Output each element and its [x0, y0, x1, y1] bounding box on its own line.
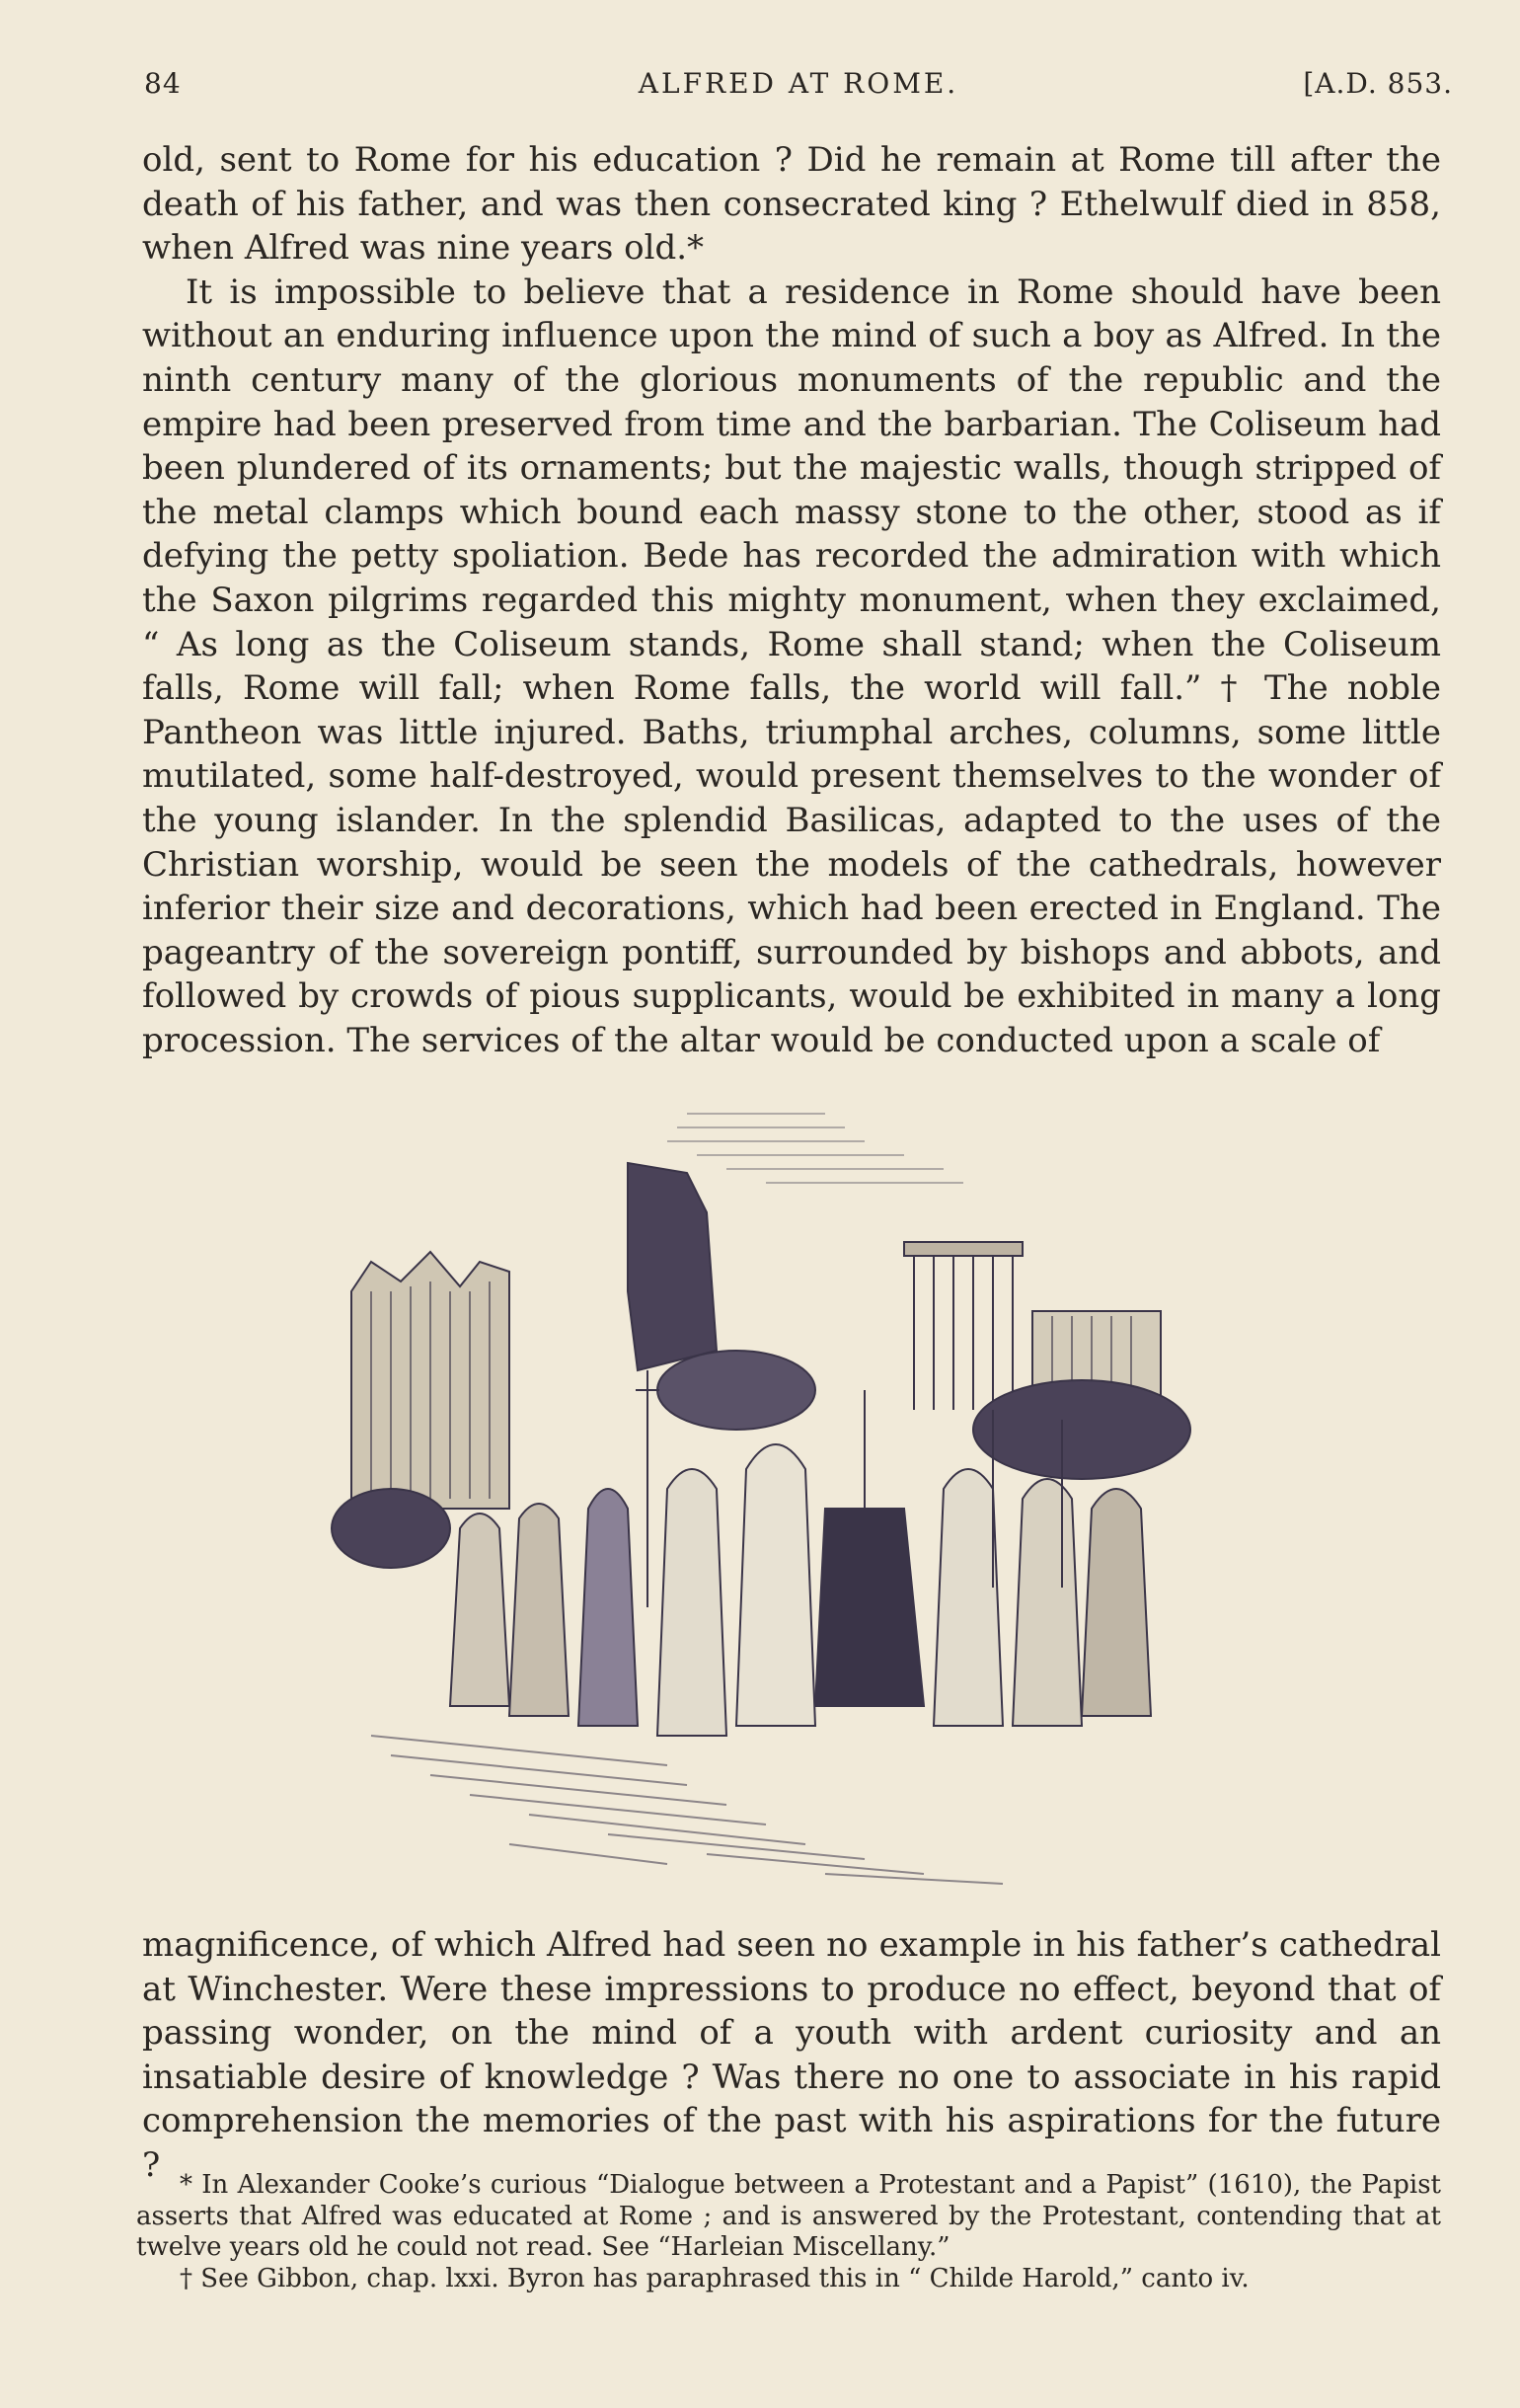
footnotes	[136, 2170, 1441, 2294]
body-text-bottom	[142, 1923, 1441, 2188]
procession-engraving	[312, 1094, 1275, 1903]
sky-hatching	[667, 1114, 963, 1183]
foliage-left	[332, 1489, 450, 1568]
foliage-right	[973, 1380, 1190, 1479]
running-title: ALFRED AT ROME.	[638, 67, 959, 100]
paragraph-continued: old, sent to Rome for his education ? Did he remain at Rome till after the death of his father, and was then consecrated king ? Ethelwulf died in 858, when Alfred was nine years old.*	[142, 140, 1441, 269]
page-number: 84	[144, 67, 182, 100]
dark-tower	[628, 1163, 717, 1370]
footnote-dagger: † See Gibbon, chap. lxxi. Byron has paraphrased this in “ Childe Harold,” canto iv.	[180, 2263, 1250, 2293]
foliage-center	[657, 1351, 815, 1430]
running-header	[144, 67, 1453, 115]
body-text-top	[142, 138, 1441, 1062]
ground-hatching	[371, 1736, 1003, 1884]
paragraph-magnificence: magnificence, of which Alfred had seen no example in his father’s cathedral at Winchester. Were these impressions to produce no effect, beyond that of passing wonder, on the mind of a youth with ardent curiosity and an insatiable desire of knowledge ? Was there no one to associate in his rapid comprehension the memories of the past with his aspirations for the future ?	[142, 1925, 1441, 2185]
temple-columns	[904, 1242, 1023, 1410]
paragraph-rome-influence: It is impossible to believe that a residence in Rome should have been without an enduring influence upon the mind of such a boy as Alfred. In the ninth century many of the glorious monuments of the republic and the empire had been preserved from time and the barbarian. The Coliseum had been plundered of its ornaments; but the majestic walls, though stripped of the metal clamps which bound each massy stone to the other, stood as if defying the petty spoliation. Bede has recorded the admiration with which the Saxon pilgrims regarded this mighty monument, when they exclaimed, “ As long as the Coliseum stands, Rome shall stand; when the Coliseum falls, Rome will fall; when Rome falls, the world will fall.” † The noble Pantheon was little injured. Baths, triumphal arches, columns, some little mutilated, some half-destroyed, would present themselves to the wonder of the young islander. In the splendid Basilicas, adapted to the uses of the Christian worship, would be seen the models of the cathedrals, however inferior their size and decorations, which had been erected in England. The pageantry of the sovereign pontiff, surrounded by bishops and abbots, and followed by crowds of pious supplicants, would be exhibited in many a long procession. The services of the altar would be conducted upon a scale of	[142, 272, 1441, 1060]
footnote-asterisk: * In Alexander Cooke’s curious “Dialogue between a Protestant and a Papist” (1610), the Papist asserts that Alfred was educated at Rome ; and is answered by the Protestant, contending that at twelve years old he could not read. See “Harleian Miscellany.”	[136, 2170, 1441, 2262]
procession-figures	[450, 1444, 1151, 1736]
engraving-illustration	[312, 1094, 1275, 1903]
header-date: [A.D. 853.	[1303, 67, 1453, 100]
